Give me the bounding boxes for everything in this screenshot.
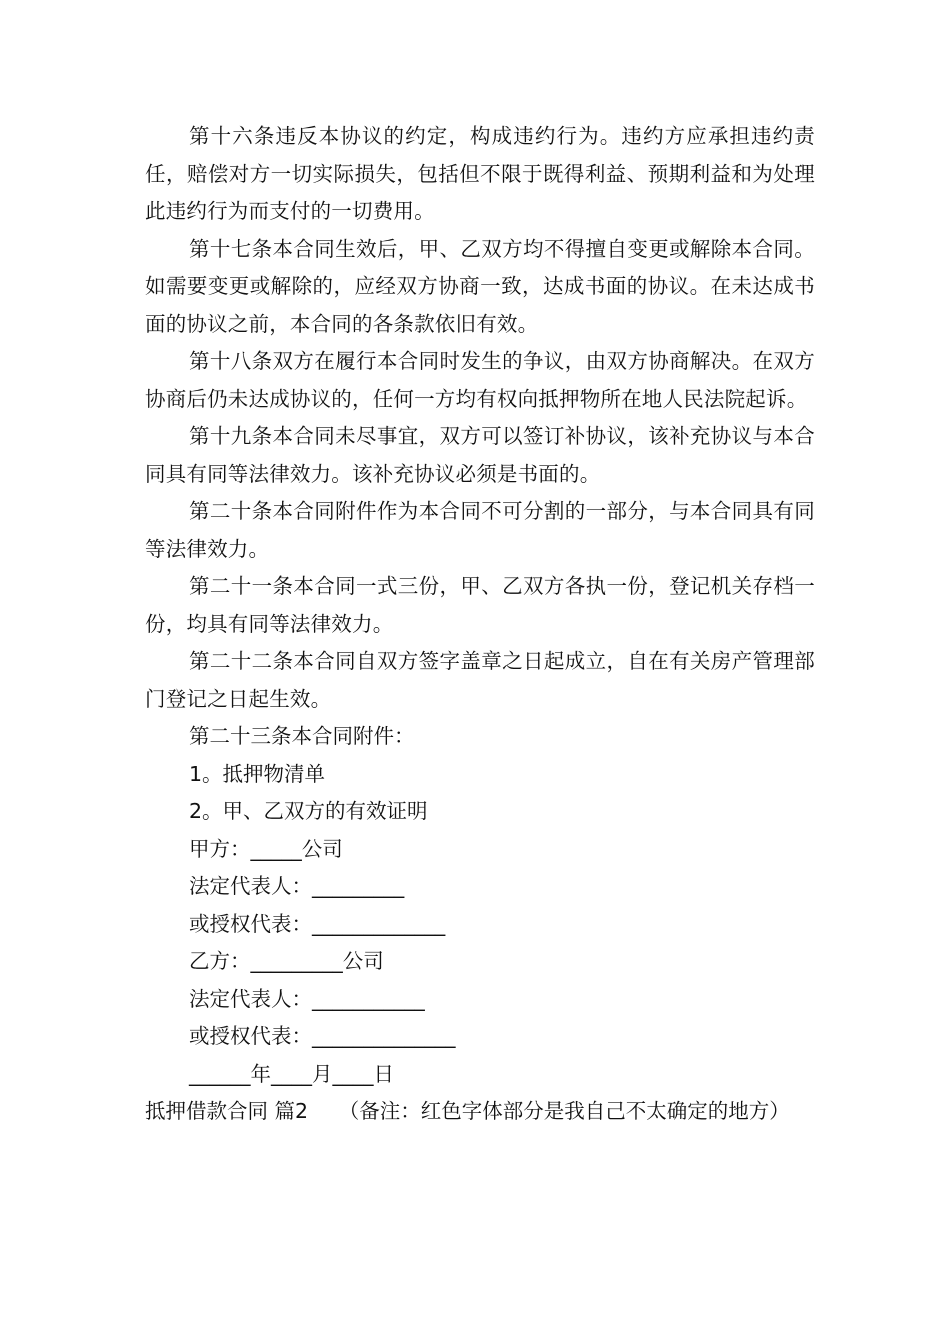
annex-item-2: 2。甲、乙双方的有效证明 xyxy=(189,799,428,823)
article-18: 第十八条双方在履行本合同时发生的争议，由双方协商解决。在双方协商后仍未达成协议的，任何一方均有权向抵押物所在地人民法院起诉。 xyxy=(145,349,815,411)
date-line: ______年____月____日 xyxy=(189,1061,394,1086)
party-a-authorized-line: 或授权代表：_____________ xyxy=(189,911,446,936)
article-23-heading: 第二十三条本合同附件： xyxy=(189,724,415,748)
annex-item-1: 1。抵押物清单 xyxy=(189,761,326,786)
document-page xyxy=(145,118,815,1131)
party-b-authorized-line: 或授权代表：______________ xyxy=(189,1024,456,1048)
party-a-representative-line: 法定代表人：_________ xyxy=(189,874,405,898)
party-b-representative-line: 法定代表人：___________ xyxy=(189,986,425,1011)
party-b-line: 乙方：_________公司 xyxy=(189,949,384,973)
article-16: 第十六条违反本协议的约定，构成违约行为。违约方应承担违约责任，赔偿对方一切实际损失，包括但不限于既得利益、预期利益和为处理此违约行为而支付的一切费用。 xyxy=(145,124,815,223)
article-17: 第十七条本合同生效后，甲、乙双方均不得擅自变更或解除本合同。如需要变更或解除的，应经双方协商一致，达成书面的协议。在未达成书面的协议之前，本合同的各条款依旧有效。 xyxy=(145,236,815,336)
party-a-line: 甲方：_____公司 xyxy=(189,836,343,861)
article-22: 第二十二条本合同自双方签字盖章之日起成立，自在有关房产管理部门登记之日起生效。 xyxy=(145,649,815,711)
article-19: 第十九条本合同未尽事宜，双方可以签订补协议，该补充协议与本合同具有同等法律效力。该补充协议必须是书面的。 xyxy=(145,424,815,486)
article-21: 第二十一条本合同一式三份，甲、乙双方各执一份，登记机关存档一份，均具有同等法律效力。 xyxy=(145,574,815,636)
next-contract-heading: 抵押借款合同 篇2 （备注：红色字体部分是我自己不太确定的地方） xyxy=(145,1099,790,1123)
article-20: 第二十条本合同附件作为本合同不可分割的一部分，与本合同具有同等法律效力。 xyxy=(145,499,815,561)
